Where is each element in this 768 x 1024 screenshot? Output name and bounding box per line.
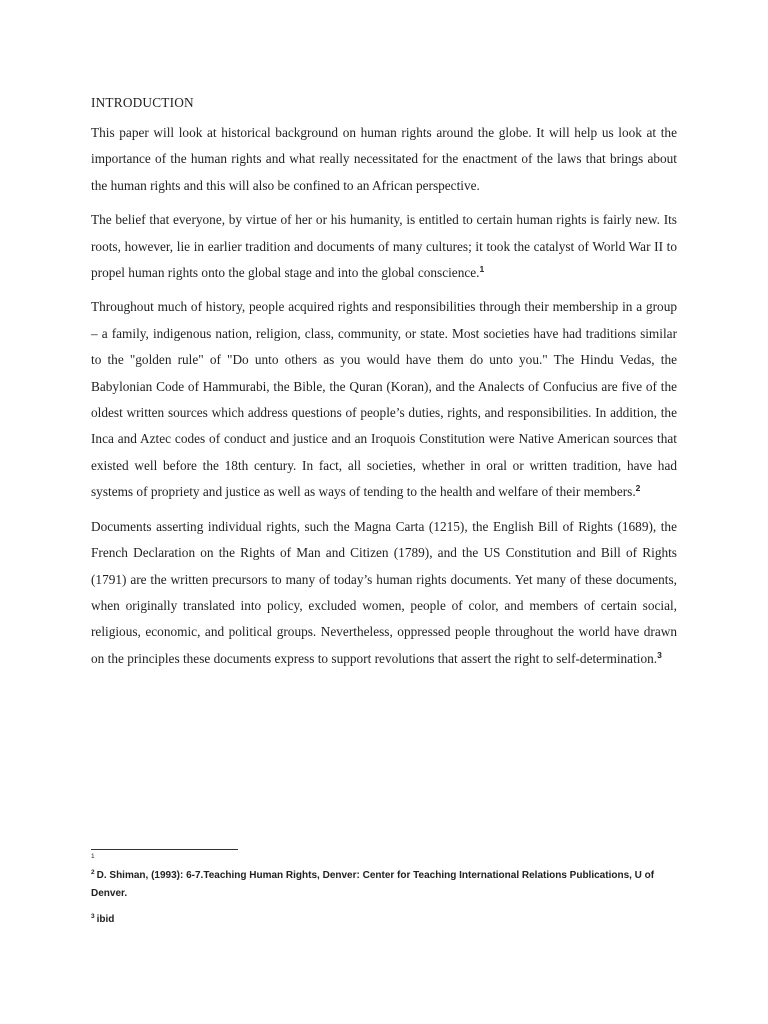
footnote-number: 3 xyxy=(91,913,95,920)
paragraph-text: Throughout much of history, people acquired rights and responsibilities through their membership in a group – a family, indigenous nation, religion, class, community, or state. Most societies have had traditions similar to the "golden rule" of "Do unto others as you would have them do unto you." The Hindu Vedas, the Babylonian Code of Hammurabi, the Bible, the Quran (Koran), and the Analects of Confucius are five of the oldest written sources which address questions of people’s duties, rights, and responsibilities. In addition, the Inca and Aztec codes of conduct and justice and an Iroquois Constitution were Native American sources that existed well before the 18th century. In fact, all societies, whether in oral or written tradition, have had systems of propriety and justice as well as ways of tending to the health and welfare of their members. xyxy=(91,299,677,500)
footnote-ref[interactable]: 1 xyxy=(479,264,485,275)
paragraph-documents xyxy=(91,514,677,672)
footnote-number: 2 xyxy=(91,869,95,876)
footnotes-section xyxy=(91,853,677,929)
section-heading: INTRODUCTION xyxy=(91,95,194,110)
footnote-2 xyxy=(91,867,677,903)
footnote-3 xyxy=(91,911,677,929)
document-body xyxy=(91,92,677,680)
paragraph-belief xyxy=(91,207,677,286)
paragraph-intro xyxy=(91,120,677,199)
footnote-text: D. Shiman, (1993): 6-7.Teaching Human Rights, Denver: Center for Teaching International Relations Publications, U of Denver. xyxy=(91,870,655,899)
paragraph-history xyxy=(91,294,677,505)
footnote-text: ibid xyxy=(96,914,115,925)
footnote-ref[interactable]: 2 xyxy=(635,483,641,494)
footnote-number: 1 xyxy=(91,853,95,860)
paragraph-text: This paper will look at historical background on human rights around the globe. It will help us look at the importance of the human rights and what really necessitated for the enactment of the laws that brings about the human rights and this will also be confined to an African perspective. xyxy=(91,125,677,193)
footnote-1 xyxy=(91,853,677,867)
paragraph-text: The belief that everyone, by virtue of her or his humanity, is entitled to certain human rights is fairly new. Its roots, however, lie in earlier tradition and documents of many cultures; it took the catalyst of World War II to propel human rights onto the global stage and into the global conscience. xyxy=(91,212,677,281)
footnote-ref[interactable]: 3 xyxy=(657,649,662,660)
paragraph-text: Documents asserting individual rights, such the Magna Carta (1215), the English Bill of Rights (1689), the French Declaration on the Rights of Man and Citizen (1789), and the US Constitution and Bill of Rights (1791) are the written precursors to many of today’s human rights documents. Yet many of these documents, when originally translated into policy, excluded women, people of color, and members of certain social, religious, economic, and political groups. Nevertheless, oppressed people throughout the world have drawn on the principles these documents express to support revolutions that assert the right to self-determination. xyxy=(91,518,677,666)
footnote-separator xyxy=(91,849,238,850)
